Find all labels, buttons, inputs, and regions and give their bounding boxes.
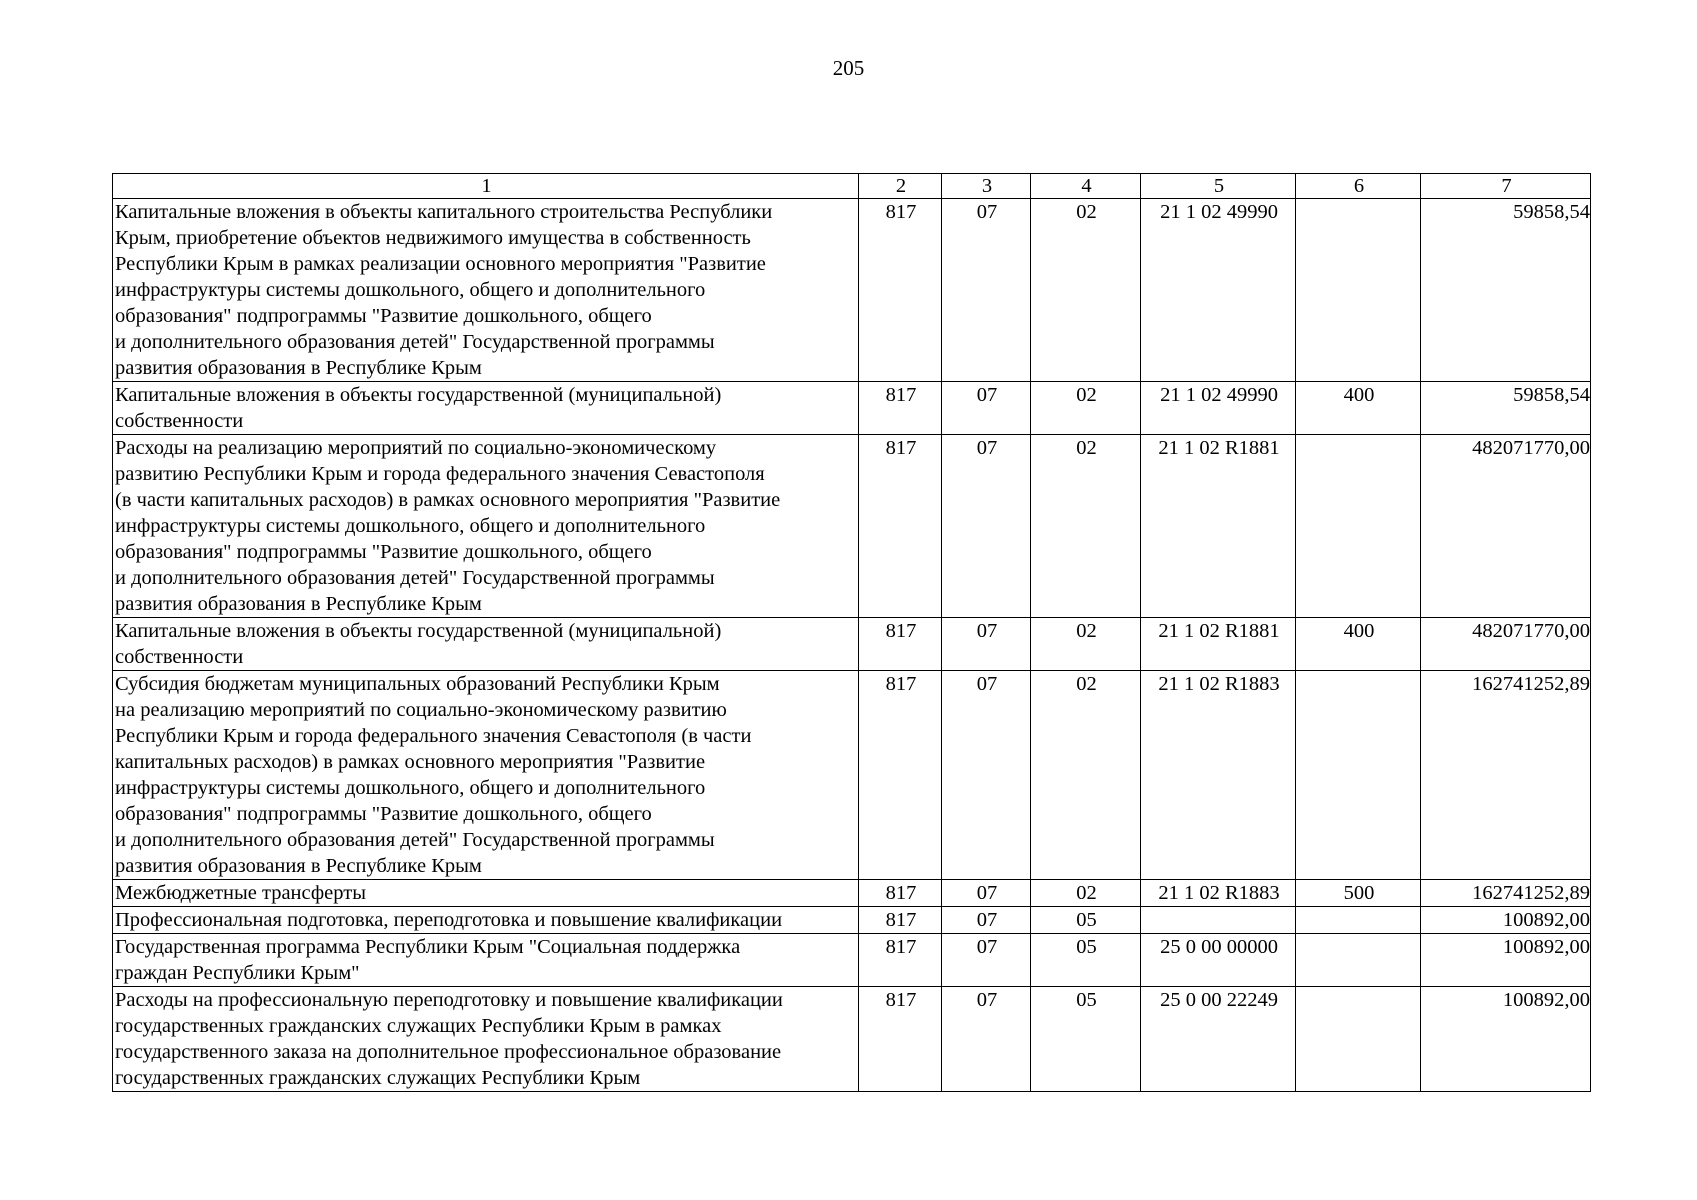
table-row: [113, 934, 1591, 987]
budget-table: [112, 173, 1591, 1092]
table-row: [113, 880, 1591, 907]
amount-cell: 162741252,89: [1421, 671, 1591, 880]
subsection-code-cell: 02: [1031, 618, 1141, 671]
row-name-cell: Капитальные вложения в объекты государственной (муниципальной) собственности: [113, 618, 859, 671]
row-name-cell: Межбюджетные трансферты: [113, 880, 859, 907]
expense-type-cell: [1296, 435, 1421, 618]
header-cell-5: 5: [1141, 174, 1296, 199]
header-cell-7: 7: [1421, 174, 1591, 199]
expense-type-cell: [1296, 907, 1421, 934]
target-article-cell: 21 1 02 R1883: [1141, 880, 1296, 907]
section-code-cell: 07: [942, 987, 1031, 1092]
row-name-cell: Капитальные вложения в объекты государственной (муниципальной) собственности: [113, 382, 859, 435]
header-cell-3: 3: [942, 174, 1031, 199]
ministry-code-cell: 817: [859, 671, 942, 880]
ministry-code-cell: 817: [859, 382, 942, 435]
ministry-code-cell: 817: [859, 987, 942, 1092]
subsection-code-cell: 05: [1031, 987, 1141, 1092]
subsection-code-cell: 02: [1031, 199, 1141, 382]
subsection-code-cell: 02: [1031, 435, 1141, 618]
header-cell-4: 4: [1031, 174, 1141, 199]
header-cell-6: 6: [1296, 174, 1421, 199]
section-code-cell: 07: [942, 435, 1031, 618]
subsection-code-cell: 02: [1031, 880, 1141, 907]
expense-type-cell: [1296, 671, 1421, 880]
target-article-cell: 21 1 02 R1881: [1141, 618, 1296, 671]
subsection-code-cell: 02: [1031, 671, 1141, 880]
target-article-cell: 21 1 02 49990: [1141, 199, 1296, 382]
section-code-cell: 07: [942, 880, 1031, 907]
expense-type-cell: 500: [1296, 880, 1421, 907]
section-code-cell: 07: [942, 934, 1031, 987]
amount-cell: 59858,54: [1421, 382, 1591, 435]
row-name-cell: Капитальные вложения в объекты капитального строительства Республики Крым, приобретение объектов недвижимого имущества в собственность Республики Крым в рамках реализации основного мероприятия "Развитие инфраструктуры системы дошкольного, общего и дополнительного образования" подпрограммы "Развитие дошкольного, общего и дополнительного образования детей" Государственной программы развития образования в Республике Крым: [113, 199, 859, 382]
table-row: [113, 435, 1591, 618]
target-article-cell: 21 1 02 R1881: [1141, 435, 1296, 618]
section-code-cell: 07: [942, 199, 1031, 382]
expense-type-cell: 400: [1296, 382, 1421, 435]
expense-type-cell: [1296, 987, 1421, 1092]
expense-type-cell: 400: [1296, 618, 1421, 671]
ministry-code-cell: 817: [859, 618, 942, 671]
target-article-cell: 25 0 00 00000: [1141, 934, 1296, 987]
header-cell-2: 2: [859, 174, 942, 199]
expense-type-cell: [1296, 199, 1421, 382]
row-name-cell: Профессиональная подготовка, переподготовка и повышение квалификации: [113, 907, 859, 934]
section-code-cell: 07: [942, 907, 1031, 934]
amount-cell: 100892,00: [1421, 987, 1591, 1092]
table-row: [113, 382, 1591, 435]
ministry-code-cell: 817: [859, 435, 942, 618]
target-article-cell: 21 1 02 R1883: [1141, 671, 1296, 880]
ministry-code-cell: 817: [859, 907, 942, 934]
section-code-cell: 07: [942, 618, 1031, 671]
table-row: [113, 907, 1591, 934]
table-header-row: [113, 174, 1591, 199]
ministry-code-cell: 817: [859, 934, 942, 987]
table-row: [113, 199, 1591, 382]
page-number: 205: [832, 56, 865, 80]
amount-cell: 59858,54: [1421, 199, 1591, 382]
amount-cell: 100892,00: [1421, 907, 1591, 934]
table-row: [113, 618, 1591, 671]
amount-cell: 482071770,00: [1421, 435, 1591, 618]
subsection-code-cell: 02: [1031, 382, 1141, 435]
target-article-cell: 21 1 02 49990: [1141, 382, 1296, 435]
section-code-cell: 07: [942, 671, 1031, 880]
subsection-code-cell: 05: [1031, 934, 1141, 987]
table-row: [113, 987, 1591, 1092]
amount-cell: 482071770,00: [1421, 618, 1591, 671]
ministry-code-cell: 817: [859, 880, 942, 907]
ministry-code-cell: 817: [859, 199, 942, 382]
section-code-cell: 07: [942, 382, 1031, 435]
row-name-cell: Государственная программа Республики Крым "Социальная поддержка граждан Республики Крым": [113, 934, 859, 987]
target-article-cell: [1141, 907, 1296, 934]
row-name-cell: Расходы на профессиональную переподготовку и повышение квалификации государственных гражданских служащих Республики Крым в рамках государственного заказа на дополнительное профессиональное образование государственных гражданских служащих Республики Крым: [113, 987, 859, 1092]
row-name-cell: Расходы на реализацию мероприятий по социально-экономическому развитию Республики Крым и города федерального значения Севастополя (в части капитальных расходов) в рамках основного мероприятия "Развитие инфраструктуры системы дошкольного, общего и дополнительного образования" подпрограммы "Развитие дошкольного, общего и дополнительного образования детей" Государственной программы развития образования в Республике Крым: [113, 435, 859, 618]
amount-cell: 100892,00: [1421, 934, 1591, 987]
amount-cell: 162741252,89: [1421, 880, 1591, 907]
subsection-code-cell: 05: [1031, 907, 1141, 934]
target-article-cell: 25 0 00 22249: [1141, 987, 1296, 1092]
table-row: [113, 671, 1591, 880]
expense-type-cell: [1296, 934, 1421, 987]
row-name-cell: Субсидия бюджетам муниципальных образований Республики Крым на реализацию мероприятий по социально-экономическому развитию Республики Крым и города федерального значения Севастополя (в части капитальных расходов) в рамках основного мероприятия "Развитие инфраструктуры системы дошкольного, общего и дополнительного образования" подпрограммы "Развитие дошкольного, общего и дополнительного образования детей" Государственной программы развития образования в Республике Крым: [113, 671, 859, 880]
header-cell-1: 1: [113, 174, 859, 199]
